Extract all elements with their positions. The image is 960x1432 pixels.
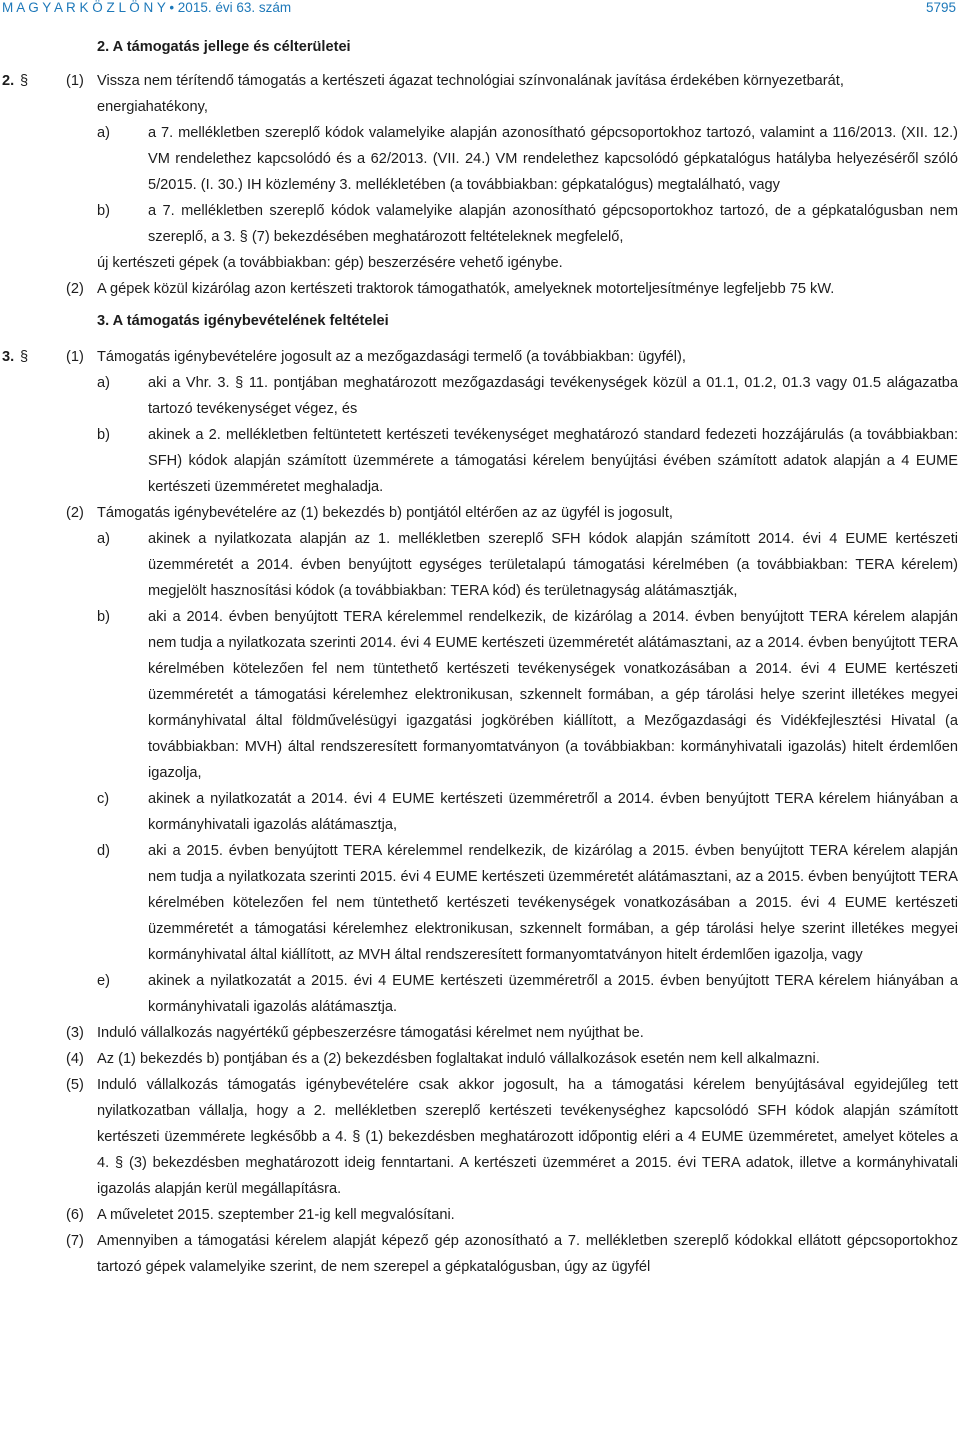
section-title: 2. A támogatás jellege és célterületei [97,39,351,55]
subsection-number: (2) [66,505,84,521]
list-marker: b) [97,609,110,625]
subsection-continuation: új kertészeti gépek (a továbbiakban: gép) beszerzésére vehető igénybe. [97,255,563,271]
list-marker: d) [97,843,110,859]
subsection [0,1072,960,1202]
section-sign: § [20,349,29,365]
subsection-number: (5) [66,1077,84,1093]
list-item-text: akinek a 2. mellékletben feltüntetett kertészeti tevékenységet meghatározó standard fedezeti hozzájárulás (a továbbiakban: SFH) kódok alapján számított üzemmérete a támogatási kérelem benyújtási évében számított adatok alapján a 4 EUME kertészeti üzemméretet meghaladja. [148,427,958,495]
subsection-text: Az (1) bekezdés b) pontjában és a (2) bekezdésben foglaltakat induló vállalkozások esetén nem kell alkalmazni. [97,1051,820,1067]
list-item [0,604,960,786]
list-marker: e) [97,973,110,989]
subsection [0,1046,960,1072]
list-marker: b) [97,427,110,443]
list-item [0,198,960,250]
subsection-number: (4) [66,1051,84,1067]
list-marker: a) [97,125,110,141]
list-item-text: akinek a nyilatkozata alapján az 1. mellékletben szereplő SFH kódok alapján számított 2014. évi 4 EUME kertészeti üzemméretét a 2014. évben benyújtott egységes területalapú támogatási kérelmében (a továbbiakban: TERA kérelem) megjelölt hasznosítási kódok (a továbbiakban: TERA kód) és területnagyság alátámasztják, [148,531,958,599]
paragraph [0,344,960,370]
subsection [0,1020,960,1046]
list-item-text: aki a 2015. évben benyújtott TERA kérelemmel rendelkezik, de kizárólag a 2015. évben benyújtott TERA kérelem alapján nem tudja a nyilatkozata szerinti 2015. évi 4 EUME kertészeti üzemméretét alátámasztani, az a 2015. évben benyújtott TERA kérelmében kötelezően fel nem tüntethető kertészeti tevékenységek vonatkozásában a 2015. évi 4 EUME kertészeti üzemméretét a támogatási kérelemhez elektronikusan, szkennelt formában, a gép tárolási helye szerint illetékes megyei kormányhivatal által kiállított, az MVH által rendszeresített formanyomtatványon hitelt érdemlően igazolja, vagy [148,843,958,963]
list-item [0,838,960,968]
document-body [0,34,960,1280]
list-item-text: akinek a nyilatkozatát a 2015. évi 4 EUME kertészeti üzemméretről a 2015. évben benyújtott TERA kérelem hiányában a kormányhivatali igazolás alátámasztja. [148,973,958,1015]
list-item [0,370,960,422]
subsection-text: Amennyiben a támogatási kérelem alapját képező gép azonosítható a 7. mellékletben szereplő kódokkal ellátott gépcsoportokhoz tartozó gépek valamelyike szerint, de nem szerepel a gépkatalógusban, úgy az ügyfél [97,1233,958,1275]
subsection-text: A gépek közül kizárólag azon kertészeti traktorok támogathatók, amelyeknek motorteljesítménye legfeljebb 75 kW. [97,281,835,297]
page-header [0,0,960,16]
list-item [0,422,960,500]
section-title: 3. A támogatás igénybevételének feltételei [97,313,389,329]
subsection-text: Támogatás igénybevételére jogosult az a mezőgazdasági termelő (a továbbiakban: ügyfél), [97,349,686,365]
subsection-text: Induló vállalkozás nagyértékű gépbeszerzésre támogatási kérelmet nem nyújthat be. [97,1025,644,1041]
subsection-text: Vissza nem térítendő támogatás a kertészeti ágazat technológiai színvonalának javítása érdekében környezetbarát, energiahatékony, [97,73,844,115]
paragraph-number: 3. [2,349,15,365]
subsection-number: (3) [66,1025,84,1041]
list-marker: a) [97,375,110,391]
paragraph-number: 2. [2,73,15,89]
subsection-text: A műveletet 2015. szeptember 21-ig kell megvalósítani. [97,1207,455,1223]
list-marker: a) [97,531,110,547]
list-item-text: aki a Vhr. 3. § 11. pontjában meghatározott mezőgazdasági tevékenységek közül a 01.1, 01.2, 01.3 vagy 01.5 alágazatba tartozó tevékenységet végez, és [148,375,958,417]
list-item [0,120,960,198]
subsection-text: Induló vállalkozás támogatás igénybevételére csak akkor jogosult, ha a támogatási kérelem benyújtásával egyidejűleg tett nyilatkozatban vállalja, hogy a 2. mellékletben szereplő kertészeti tevékenységhez kapcsolódó SFH kódok alapján számított kertészeti üzemmérete legkésőbb a 4. § (1) bekezdésben meghatározott időpontig eléri a 4 EUME üzemméretet, amelyet köteles a 4. § (3) bekezdésben meghatározott ideig fenntartani. A kertészeti üzemméret a 2015. évi TERA adatok, illetve a kormányhivatali igazolás alapján kerül megállapításra. [97,1077,958,1197]
list-item-text: aki a 2014. évben benyújtott TERA kérelemmel rendelkezik, de kizárólag a 2014. évben benyújtott TERA kérelem alapján nem tudja a nyilatkozata szerinti 2014. évi 4 EUME kertészeti üzemméretét alátámasztani, az a 2014. évben benyújtott TERA kérelmében kötelezően fel nem tüntethető kertészeti tevékenységek vonatkozásában a 2014. évi 4 EUME kertészeti üzemméretét a támogatási kérelemhez elektronikusan, szkennelt formában, a gép tárolási helye szerint illetékes megyei kormányhivatal által földművelésügyi igazgatási jogkörében kiállított, a Mezőgazdasági és Vidékfejlesztési Hivatal (a továbbiakban: MVH) által rendszeresített formanyomtatványon (a továbbiakban: kormányhivatali igazolás) hitelt érdemlően igazolja, [148,609,958,781]
section-sign: § [20,73,29,89]
list-item [0,526,960,604]
list-marker: b) [97,203,110,219]
page-number: 5795 [925,0,956,15]
paragraph [0,68,960,120]
list-item-text: a 7. mellékletben szereplő kódok valamelyike alapján azonosítható gépcsoportokhoz tartozó, valamint a 116/2013. (XII. 12.) VM rendelethez kapcsolódó és a 62/2013. (VII. 24.) VM rendelethez kapcsolódó gépkatalógus hatályba helyezéséről szóló 5/2015. (I. 30.) IH közlemény 3. mellékletében (a továbbiakban: gépkatalógus) megtalálható, vagy [148,125,958,193]
list-marker: c) [97,791,110,807]
list-item [0,968,960,1020]
list-item-text: a 7. mellékletben szereplő kódok valamelyike alapján azonosítható gépcsoportokhoz tartozó, de a gépkatalógusban nem szereplő, a 3. § (7) bekezdésében meghatározott feltételeknek megfelelő, [148,203,958,245]
journal-title: M A G Y A R K Ö Z L Ö N Y • 2015. évi 63. szám [2,0,292,15]
subsection [0,1202,960,1228]
subsection [0,1228,960,1280]
subsection [0,276,960,302]
subsection-number: (1) [66,73,84,89]
subsection-number: (1) [66,349,84,365]
subsection-number: (2) [66,281,84,297]
list-item-text: akinek a nyilatkozatát a 2014. évi 4 EUME kertészeti üzemméretről a 2014. évben benyújtott TERA kérelem hiányában a kormányhivatali igazolás alátámasztja, [148,791,958,833]
subsection-number: (7) [66,1233,84,1249]
subsection [0,500,960,526]
subsection-text: Támogatás igénybevételére az (1) bekezdés b) pontjától eltérően az az ügyfél is jogosult, [97,505,673,521]
subsection-number: (6) [66,1207,84,1223]
list-item [0,786,960,838]
